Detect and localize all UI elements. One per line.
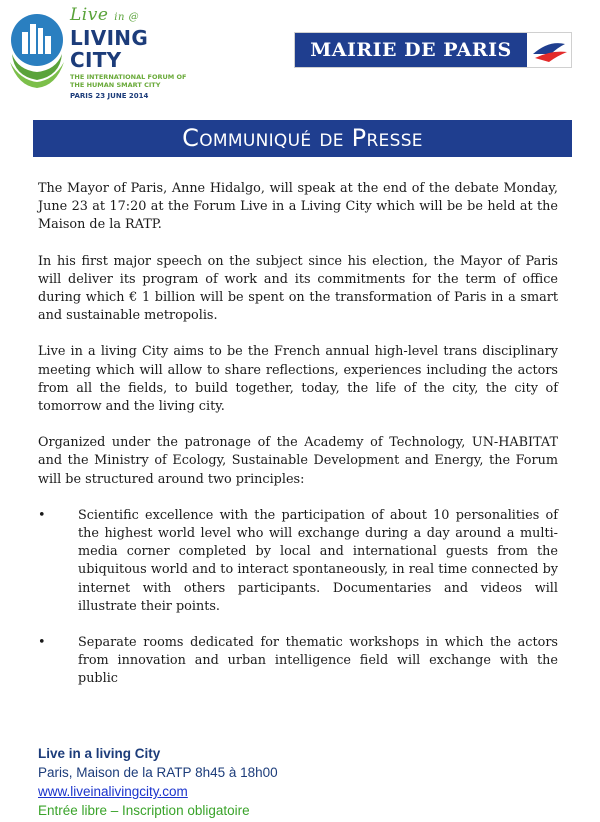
- list-item-text: Scientific excellence with the participation of about 10 personalities of the highest world level who will exchange during a day around a multi-media corner completed by local and international guests from the ubiquitous world and to interact spontaneously, in real time connected by internet with others participants. Documentaries and videos will illustrate their points.: [78, 507, 558, 614]
- website-link[interactable]: www.liveinalivingcity.com: [38, 784, 188, 799]
- event-footer: [38, 744, 278, 820]
- paragraph: In his first major speech on the subject since his election, the Mayor of Paris will deliver its program of work and its commitments for the term of office during which € 1 billion will be spent on the transformation of Paris in a smart and sustainable metropolis.: [38, 253, 558, 324]
- list-item: [38, 634, 558, 689]
- logo-city-text: LIVING CITY: [70, 26, 149, 72]
- entry-info: Entrée libre – Inscription obligatoire: [38, 803, 250, 818]
- city-hands-emblem-icon: [8, 10, 66, 94]
- list-item-text: Separate rooms dedicated for thematic workshops in which the actors from innovation and urban intelligence field will exchange with the public: [78, 635, 558, 687]
- press-release-banner: Communiqué de Presse: [33, 120, 572, 157]
- mairie-de-paris-logo: [294, 32, 572, 68]
- bullet-icon: •: [38, 635, 46, 651]
- logo-date: PARIS 23 JUNE 2014: [70, 92, 149, 100]
- paris-ship-icon: [529, 34, 569, 66]
- event-name: Live in a living City: [38, 746, 161, 761]
- principles-list: [38, 507, 558, 689]
- event-location: Paris, Maison de la RATP 8h45 à 18h00: [38, 765, 278, 780]
- press-release-body: [38, 180, 558, 707]
- paragraph: Organized under the patronage of the Academy of Technology, UN-HABITAT and the Ministry of Ecology, Sustainable Development and Energy, the Forum will be structured around two principles:: [38, 435, 558, 487]
- bullet-icon: •: [38, 507, 46, 523]
- mairie-text: MAIRIE DE PARIS: [295, 33, 527, 67]
- logo-live-text: Live in @: [70, 5, 140, 25]
- logo-tagline: THE INTERNATIONAL FORUM OF THE HUMAN SMART CITY: [70, 73, 187, 89]
- paragraph: Live in a living City aims to be the French annual high-level trans disciplinary meeting which will allow to share reflections, experiences including the actors from all the fields, to build together, today, the life of the city, the city of tomorrow and the living city.: [38, 344, 558, 415]
- paragraph: The Mayor of Paris, Anne Hidalgo, will speak at the end of the debate Monday, June 23 at 17:20 at the Forum Live in a Living City which will be be held at the Maison de la RATP.: [38, 181, 558, 233]
- living-city-logo: [8, 5, 187, 100]
- list-item: [38, 507, 558, 616]
